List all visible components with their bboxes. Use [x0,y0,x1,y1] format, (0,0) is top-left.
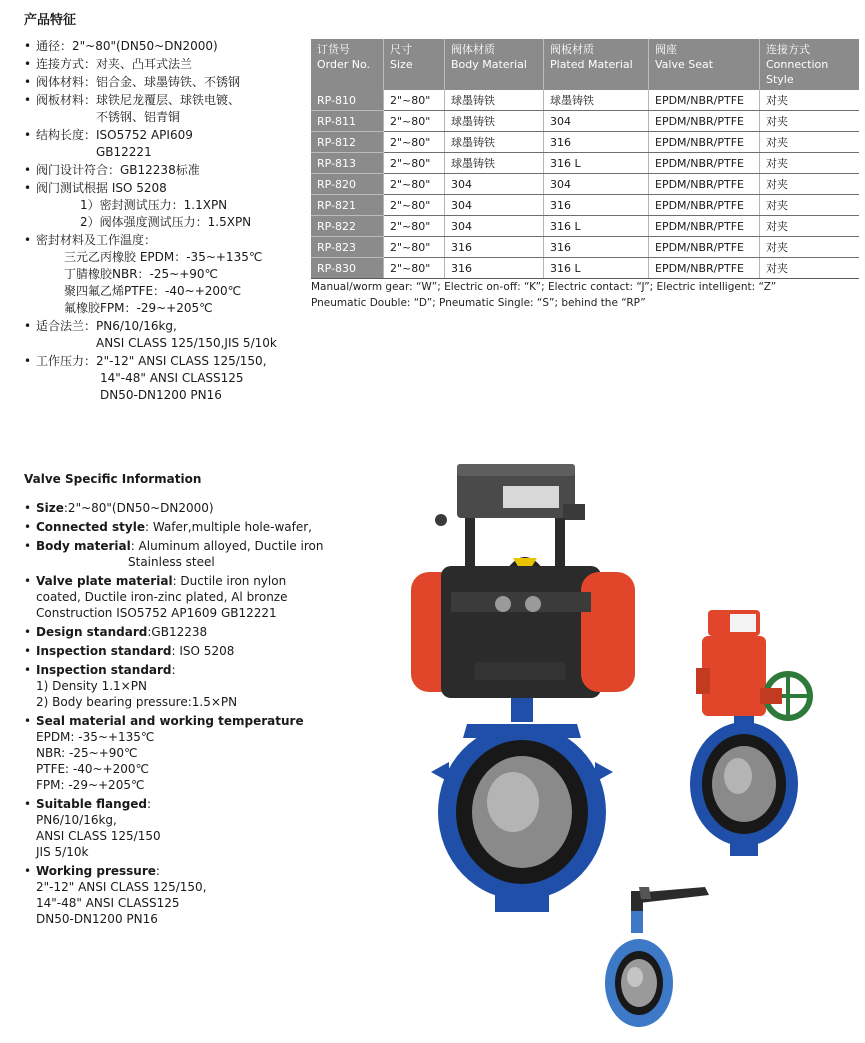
en-item-line [36,662,324,678]
table-cell: RP-810 [311,90,384,111]
en-item-line [36,500,324,516]
table-header-seat: 阀座 Valve Seat [649,39,760,90]
en-item-text: : [155,864,160,878]
en-item-text: :2"~80"(DN50~DN2000) [63,501,214,515]
cn-item-flange [24,318,314,352]
cn-line: DN50-DN1200 PN16 [100,388,222,402]
table-cell: 316 [544,237,649,258]
table-cell: EPDM/NBR/PTFE [649,237,760,258]
table-cell: 304 [544,174,649,195]
en-item-label: Inspection standard [36,644,172,658]
table-header-row [311,39,859,90]
en-item-line [36,519,324,535]
en-item-label: Valve plate material [36,574,173,588]
table-cell: EPDM/NBR/PTFE [649,90,760,111]
table-cell: 316 [445,237,544,258]
en-item-label: Seal material and working temperature [36,714,304,728]
table-cell: EPDM/NBR/PTFE [649,132,760,153]
table-cell: RP-813 [311,153,384,174]
table-cell: 对夹 [760,216,860,237]
en-item-subline: 1) Density 1.1×PN [36,679,147,693]
table-cell: 316 L [544,258,649,279]
cn-item-body [24,74,314,91]
table-cell: 对夹 [760,132,860,153]
pneumatic-butterfly-valve-image [405,462,655,922]
en-list-item [24,538,324,570]
table-cell: 2"~80" [384,111,445,132]
table-row [311,195,859,216]
table-cell: 对夹 [760,90,860,111]
en-item-text: : Wafer,multiple hole-wafer, [144,520,312,534]
en-item-subline: EPDM: -35~+135℃ [36,730,155,744]
cn-line: 14"-48" ANSI CLASS125 [100,371,244,385]
table-cell: RP-812 [311,132,384,153]
en-item-subline: DN50-DN1200 PN16 [36,912,158,926]
en-item-label: Design standard [36,625,148,639]
en-item-label: Body material [36,539,131,553]
en-heading: Valve Specific Information [24,472,202,486]
table-cell: 316 [445,258,544,279]
en-item-subline: 2) Body bearing pressure:1.5×PN [36,695,238,709]
cn-line: • 连接方式：对夹、凸耳式法兰 [36,57,193,71]
cn-heading: 产品特征 [24,13,77,28]
table-row [311,153,859,174]
table-cell: 2"~80" [384,237,445,258]
table-cell: RP-830 [311,258,384,279]
table-row [311,258,859,279]
cn-item-connection [24,56,314,73]
cn-line: GB12221 [96,145,152,159]
table-body [311,90,859,279]
cn-line: • 工作压力：2"-12" ANSI CLASS 125/150, [36,354,267,368]
en-item-line [36,643,324,659]
cn-item-pressure [24,353,314,404]
en-item-subline: JIS 5/10k [36,845,89,859]
en-list-item [24,624,324,640]
cn-line: ANSI CLASS 125/150,JIS 5/10k [96,336,277,350]
cn-line: • 适合法兰：PN6/10/16kg, [36,319,177,333]
spec-table [311,39,859,279]
en-item-text: :GB12238 [147,625,208,639]
table-note-line: Manual/worm gear: “W”; Electric on-off: “K”; Electric contact: “J”; Electric intelligent: “Z” [311,281,777,293]
en-item-line [36,538,324,554]
table-cell: 对夹 [760,237,860,258]
table-cell: EPDM/NBR/PTFE [649,174,760,195]
en-list-item [24,519,324,535]
table-cell: 球墨铸铁 [544,90,649,111]
en-list-item [24,643,324,659]
cn-line: • 结构长度：ISO5752 API609 [36,128,193,142]
table-note [311,280,861,312]
table-cell: 304 [445,216,544,237]
table-cell: EPDM/NBR/PTFE [649,111,760,132]
manual-butterfly-valve-image [605,883,715,1033]
table-header-size: 尺寸 Size [384,39,445,90]
table-cell: RP-822 [311,216,384,237]
en-item-text: : Ductile iron nylon [172,574,287,588]
table-cell: RP-821 [311,195,384,216]
table-cell: 球墨铸铁 [445,153,544,174]
en-item-subline: Stainless steel [128,555,215,569]
cn-feature-list [24,38,314,405]
table-cell: 对夹 [760,174,860,195]
en-item-subline: FPM: -29~+205℃ [36,778,145,792]
table-cell: 球墨铸铁 [445,132,544,153]
en-item-label: Suitable flanged [36,797,148,811]
table-cell: 316 L [544,153,649,174]
en-list-item [24,662,324,710]
en-item-line [36,573,324,589]
cn-line: 1）密封测试压力：1.1XPN [80,198,228,212]
table-cell: 对夹 [760,258,860,279]
table-cell: 316 L [544,216,649,237]
cn-line: • 阀门测试根据 ISO 5208 [36,181,167,195]
cn-line: 聚四氟乙烯PTFE：-40~+200℃ [64,284,242,298]
en-feature-list [24,500,324,930]
en-item-line [36,713,324,729]
en-list-item [24,796,324,860]
cn-item-design [24,162,314,179]
table-cell: 316 [544,132,649,153]
table-cell: 2"~80" [384,132,445,153]
en-item-subline: Construction ISO5752 AP1609 GB12221 [36,606,277,620]
en-item-subline: coated, Ductile iron-zinc plated, Al bronze [36,590,288,604]
table-cell: EPDM/NBR/PTFE [649,195,760,216]
table-cell: 304 [544,111,649,132]
en-item-text: : [171,663,176,677]
en-item-label: Working pressure [36,864,156,878]
table-cell: 球墨铸铁 [445,111,544,132]
table-cell: RP-811 [311,111,384,132]
cn-line: • 通径：2"~80"(DN50~DN2000) [36,39,218,53]
table-row [311,111,859,132]
cn-line: 氟橡胶FPM：-29~+205℃ [64,301,213,315]
en-item-line [36,624,324,640]
table-cell: 2"~80" [384,258,445,279]
table-cell: 球墨铸铁 [445,90,544,111]
table-cell: EPDM/NBR/PTFE [649,258,760,279]
en-item-subline: 14"-48" ANSI CLASS125 [36,896,180,910]
en-item-line [36,796,324,812]
en-list-item [24,713,324,793]
table-cell: 对夹 [760,111,860,132]
cn-item-plate [24,92,314,126]
en-item-text: : ISO 5208 [171,644,235,658]
en-list-item [24,500,324,516]
electric-butterfly-valve-image [690,608,840,868]
table-row [311,174,859,195]
table-cell: EPDM/NBR/PTFE [649,216,760,237]
en-item-subline: ANSI CLASS 125/150 [36,829,161,843]
table-cell: 对夹 [760,153,860,174]
en-item-label: Inspection standard [36,663,172,677]
table-note-line: Pneumatic Double: “D”; Pneumatic Single: “S”; behind the “RP” [311,297,646,309]
cn-line: 丁腈橡胶NBR：-25~+90℃ [64,267,219,281]
en-item-subline: 2"-12" ANSI CLASS 125/150, [36,880,207,894]
cn-item-size [24,38,314,55]
cn-item-seal [24,232,314,317]
table-row [311,216,859,237]
cn-item-test [24,180,314,231]
en-item-line [36,863,324,879]
en-list-item [24,573,324,621]
table-header-plate: 阀板材质 Plated Material [544,39,649,90]
cn-line: 不锈钢、铝青铜 [96,110,181,124]
en-item-label: Size [36,501,64,515]
table-header-body: 阀体材质 Body Material [445,39,544,90]
table-cell: RP-823 [311,237,384,258]
en-item-text: : Aluminum alloyed, Ductile iron [130,539,324,553]
en-item-text: : [147,797,152,811]
table-cell: 2"~80" [384,195,445,216]
cn-line: 2）阀体强度测试压力：1.5XPN [80,215,252,229]
cn-line: • 阀体材料：铝合金、球墨铸铁、不锈钢 [36,75,241,89]
cn-line: • 阀门设计符合：GB12238标准 [36,163,200,177]
table-cell: 2"~80" [384,90,445,111]
table-row [311,90,859,111]
table-header-connection: 连接方式 Connection Style [760,39,860,90]
en-item-subline: PN6/10/16kg, [36,813,117,827]
en-item-subline: PTFE: -40~+200℃ [36,762,149,776]
en-list-item [24,863,324,927]
table-cell: 对夹 [760,195,860,216]
table-cell: 304 [445,195,544,216]
table-cell: EPDM/NBR/PTFE [649,153,760,174]
table-cell: 304 [445,174,544,195]
cn-line: • 阀板材料：球铁尼龙覆层、球铁电镀、 [36,93,241,107]
cn-line: 三元乙丙橡胶 EPDM：-35~+135℃ [64,250,263,264]
table-cell: 2"~80" [384,216,445,237]
table-cell: 2"~80" [384,174,445,195]
en-item-label: Connected style [36,520,145,534]
table-cell: 2"~80" [384,153,445,174]
table-cell: 316 [544,195,649,216]
table-row [311,237,859,258]
table-row [311,132,859,153]
cn-line: • 密封材料及工作温度： [36,233,157,247]
en-item-subline: NBR: -25~+90℃ [36,746,138,760]
table-cell: RP-820 [311,174,384,195]
table-header-order: 订货号 Order No. [311,39,384,90]
cn-item-length [24,127,314,161]
